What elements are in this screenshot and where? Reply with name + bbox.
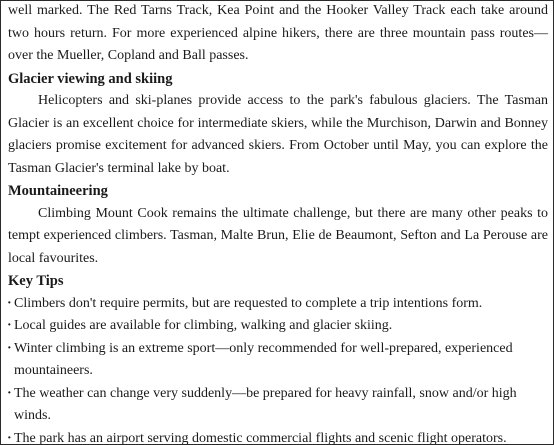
key-tip-text: Winter climbing is an extreme sport—only recommended for well-prepared, experienced mountaineers. bbox=[14, 340, 513, 378]
key-tip-item bbox=[8, 383, 548, 428]
article-body bbox=[8, 0, 548, 445]
intro-paragraph: well marked. The Red Tarns Track, Kea Point and the Hooker Valley Track each take around two hours return. For more experienced alpine hikers, there are three mountain pass routes—over the Mueller, Copland and Ball passes. bbox=[8, 3, 548, 63]
key-tip-text: The weather can change very suddenly—be prepared for heavy rainfall, snow and/or high winds. bbox=[14, 385, 517, 423]
glacier-paragraph: Helicopters and ski-planes provide access to the park's fabulous glaciers. The Tasman Glacier is an excellent choice for intermediate skiers, while the Murchison, Darwin and Bonney glaciers promise excitement for advanced skiers. From October until May, you can explore the Tasman Glacier's terminal lake by boat. bbox=[8, 93, 548, 176]
key-tip-text: Climbers don't require permits, but are requested to complete a trip intentions form. bbox=[14, 295, 483, 311]
key-tip-text: The park has an airport serving domestic commercial flights and scenic flight operators. bbox=[14, 430, 507, 445]
key-tip-item bbox=[8, 315, 548, 338]
key-tips-heading: Key Tips bbox=[8, 273, 64, 289]
key-tip-text: Local guides are available for climbing, walking and glacier skiing. bbox=[14, 318, 393, 333]
mountaineering-heading: Mountaineering bbox=[8, 183, 108, 199]
key-tip-item bbox=[8, 428, 548, 445]
key-tips-list bbox=[8, 293, 548, 445]
key-tip-item bbox=[8, 293, 548, 316]
key-tip-item bbox=[8, 338, 548, 383]
glacier-heading: Glacier viewing and skiing bbox=[8, 70, 173, 87]
mountaineering-paragraph: Climbing Mount Cook remains the ultimate challenge, but there are many other peaks to tempt experienced climbers. Tasman, Malte Brun, Elie de Beaumont, Sefton and La Perouse are local favourites. bbox=[8, 205, 548, 266]
